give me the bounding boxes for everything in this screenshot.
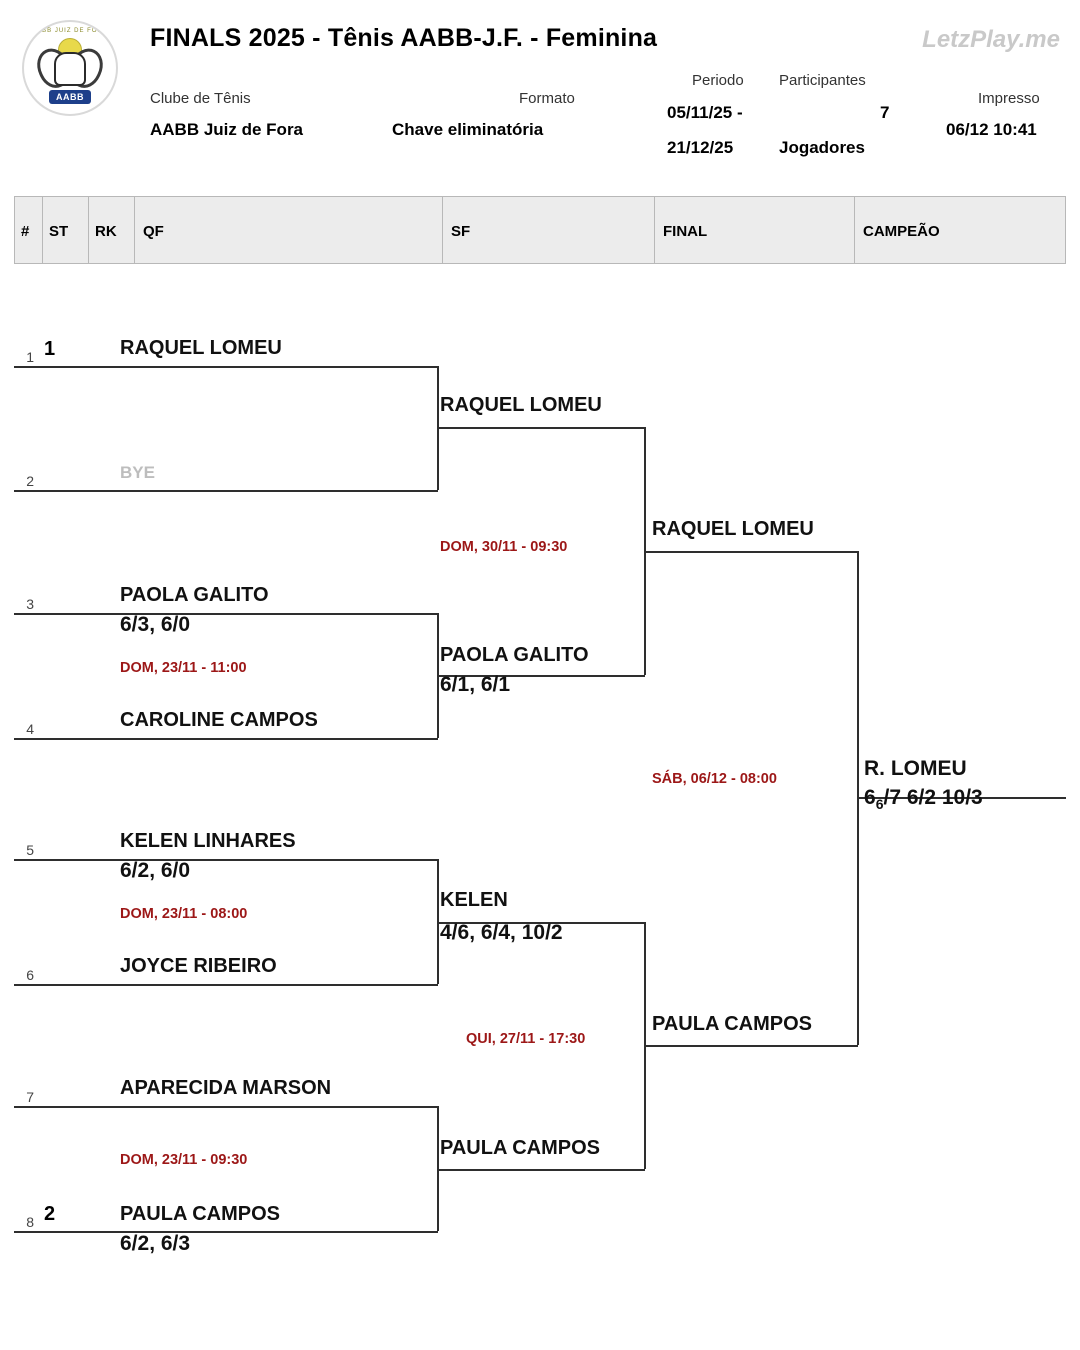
match-score: 4/6, 6/4, 10/2 <box>440 921 563 944</box>
match-score: 6/2, 6/0 <box>120 859 191 882</box>
column-header-qf-label: QF <box>143 223 164 240</box>
player-name[interactable]: PAOLA GALITO <box>440 644 589 666</box>
bracket-line-sf-4 <box>437 1169 645 1171</box>
printed-label: Impresso <box>978 90 1040 107</box>
column-header-champion-label: CAMPEÃO <box>863 223 940 240</box>
bracket-line-r1-2 <box>14 490 438 492</box>
player-name[interactable]: PAULA CAMPOS <box>652 1013 812 1035</box>
column-header-number-label: # <box>21 223 30 240</box>
player-name[interactable]: PAOLA GALITO <box>120 584 269 606</box>
player-name[interactable]: RAQUEL LOMEU <box>120 337 282 359</box>
period-label: Periodo <box>692 72 744 89</box>
bracket-line-r1-4 <box>14 738 438 740</box>
column-header-st-label: ST <box>49 223 69 240</box>
participants-label: Participantes <box>779 72 866 89</box>
seed-number: 1 <box>26 349 34 365</box>
champion-name[interactable]: R. LOMEU <box>864 757 967 780</box>
participants-count: 7 <box>880 103 890 122</box>
bracket-line-final-2 <box>644 1045 858 1047</box>
match-score: 6/1, 6/1 <box>440 673 511 696</box>
seed-number: 7 <box>26 1089 34 1105</box>
player-name[interactable]: PAULA CAMPOS <box>440 1137 600 1159</box>
period-value-end: 21/12/25 <box>667 138 734 157</box>
player-name[interactable]: RAQUEL LOMEU <box>440 394 602 416</box>
bracket-line-r1-7 <box>14 1106 438 1108</box>
seed-number: 6 <box>26 967 34 983</box>
player-name[interactable]: JOYCE RIBEIRO <box>120 955 277 977</box>
bracket-line-r1-1 <box>14 366 438 368</box>
player-name[interactable]: PAULA CAMPOS <box>120 1203 280 1225</box>
champion-score <box>864 786 983 812</box>
bracket-line-r1-3 <box>14 613 438 615</box>
champion-score-tiebreak: 6 <box>875 796 884 813</box>
club-label: Clube de Tênis <box>150 90 251 107</box>
match-datetime: DOM, 23/11 - 09:30 <box>120 1152 248 1168</box>
player-name[interactable]: CAROLINE CAMPOS <box>120 709 318 731</box>
column-header-sf-label: SF <box>451 223 471 240</box>
club-value: AABB Juiz de Fora <box>150 120 304 139</box>
logo-arc-text: AABB JUIZ DE FORA <box>32 28 108 34</box>
seed-number: 8 <box>26 1214 34 1230</box>
seed-number: 3 <box>26 596 34 612</box>
player-name[interactable]: RAQUEL LOMEU <box>652 518 814 540</box>
player-name[interactable]: APARECIDA MARSON <box>120 1077 332 1099</box>
seed-number: 5 <box>26 842 34 858</box>
match-score: 6/3, 6/0 <box>120 613 191 636</box>
participants-unit: Jogadores <box>779 138 865 157</box>
champion-score-first: 6 <box>864 786 876 809</box>
bracket-line-final-1 <box>644 551 858 553</box>
match-datetime: QUI, 27/11 - 17:30 <box>466 1031 586 1047</box>
match-datetime: SÁB, 06/12 - 08:00 <box>652 771 777 787</box>
match-datetime: DOM, 23/11 - 08:00 <box>120 906 248 922</box>
logo-badge-text: AABB <box>49 90 91 104</box>
column-header-final-label: FINAL <box>663 223 708 240</box>
bracket-line-r1-6 <box>14 984 438 986</box>
column-header-rk-label: RK <box>95 223 117 240</box>
rank-value: 2 <box>44 1203 56 1225</box>
bracket-line-sf-1 <box>437 427 645 429</box>
match-datetime: DOM, 23/11 - 11:00 <box>120 660 247 676</box>
period-value-start: 05/11/25 - <box>667 103 743 122</box>
match-datetime: DOM, 30/11 - 09:30 <box>440 539 568 555</box>
format-value: Chave eliminatória <box>392 120 544 139</box>
player-name[interactable]: KELEN LINHARES <box>120 830 296 852</box>
rank-value: 1 <box>44 338 56 360</box>
bracket-line-r1-5 <box>14 859 438 861</box>
champion-score-rest: /7 6/2 10/3 <box>883 786 983 809</box>
seed-number: 2 <box>26 473 34 489</box>
bracket-line-r1-8 <box>14 1231 438 1233</box>
page-title: FINALS 2025 - Tênis AABB-J.F. - Feminina <box>150 24 658 52</box>
printed-value: 06/12 10:41 <box>946 120 1037 139</box>
player-name[interactable]: KELEN <box>440 889 508 911</box>
format-label: Formato <box>519 90 575 107</box>
seed-number: 4 <box>26 721 34 737</box>
brand-watermark: LetzPlay.me <box>922 26 1060 53</box>
player-name-bye: BYE <box>120 463 155 482</box>
match-score: 6/2, 6/3 <box>120 1232 191 1255</box>
